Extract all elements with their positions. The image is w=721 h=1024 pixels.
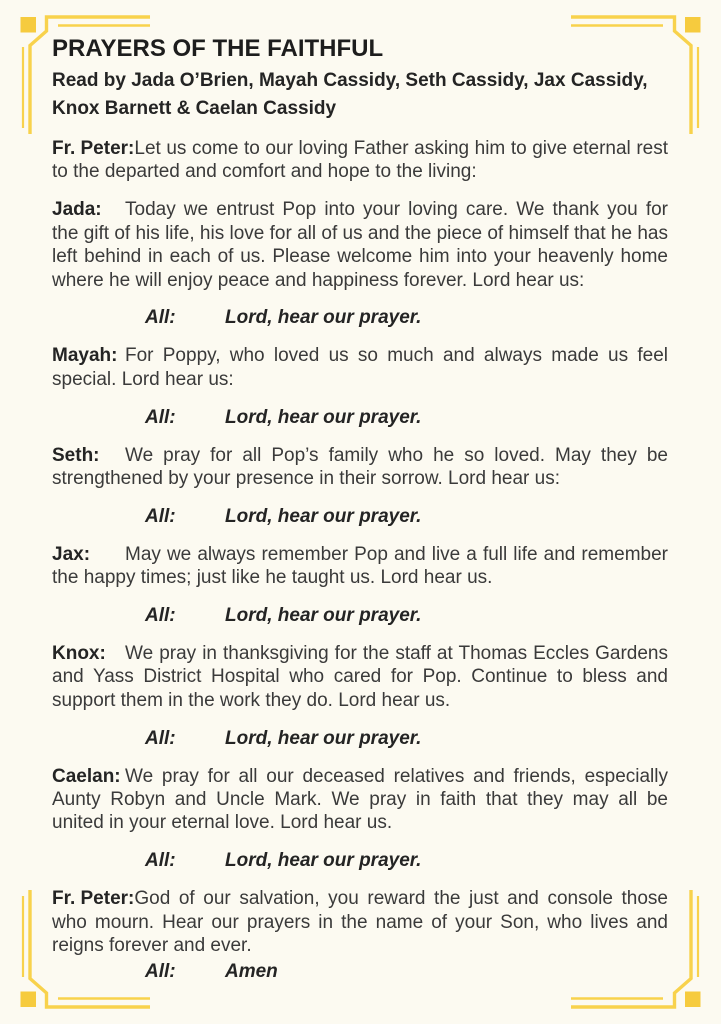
response-text: Lord, hear our prayer. (225, 307, 422, 329)
congregation-response (145, 727, 668, 750)
prayer-text: Today we entrust Pop into your loving care. We thank you for the gift of his life, his love for all of us and the piece of himself that he has left behind in each of us. Please welcome him into your heavenly home where he will enjoy peace and happiness forever. Lord hear us: (52, 199, 668, 291)
speaker-label: Fr. Peter: (52, 888, 135, 910)
prayer-paragraph-mayah (52, 344, 668, 391)
prayer-paragraph-caelan (52, 765, 668, 835)
all-label: All: (145, 505, 176, 527)
page-title: PRAYERS OF THE FAITHFUL (52, 35, 384, 62)
prayers-content (52, 30, 668, 998)
response-text: Lord, hear our prayer. (225, 605, 422, 627)
prayer-text: Let us come to our loving Father asking him to give eternal rest to the departed and comfort and hope to the living: (52, 138, 668, 183)
prayer-paragraph-knox (52, 642, 668, 712)
congregation-response (145, 306, 668, 329)
prayer-paragraph-fr-peter-opening (52, 137, 668, 184)
speaker-label: Mayah: (52, 345, 118, 367)
prayer-paragraph-jada (52, 198, 668, 292)
prayer-paragraph-fr-peter-closing (52, 887, 668, 957)
speaker-label: Jax: (52, 543, 91, 565)
all-label: All: (145, 727, 176, 749)
response-text: Amen (225, 960, 278, 982)
prayer-text: We pray in thanksgiving for the staff at Thomas Eccles Gardens and Yass District Hospital who cared for Pop. Continue to bless and support them in the work they do. Lord hear us. (52, 643, 668, 711)
response-text: Lord, hear our prayer. (225, 727, 422, 749)
all-label: All: (145, 960, 176, 982)
congregation-response (145, 406, 668, 429)
speaker-label: Jada: (52, 199, 102, 221)
speaker-label: Seth: (52, 444, 100, 466)
prayer-text: May we always remember Pop and live a full life and remember the happy times; just like he taught us. Lord hear us. (52, 543, 668, 589)
prayer-text: We pray for all our deceased relatives and friends, especially Aunty Robyn and Uncle Mark. We pray in faith that they may all be united in your eternal love. Lord hear us. (52, 765, 668, 834)
congregation-response-amen (145, 960, 668, 983)
congregation-response (145, 604, 668, 627)
prayer-text: We pray for all Pop’s family who he so loved. May they be strengthened by your presence in their sorrow. Lord hear us: (52, 444, 668, 489)
prayer-text: For Poppy, who loved us so much and always made us feel special. Lord hear us: (52, 345, 668, 390)
all-label: All: (145, 605, 176, 627)
speaker-label: Fr. Peter: (52, 138, 135, 159)
response-text: Lord, hear our prayer. (225, 505, 422, 527)
congregation-response (145, 849, 668, 872)
readers-subtitle: Read by Jada O’Brien, Mayah Cassidy, Seth Cassidy, Jax Cassidy, Knox Barnett & Caelan Cassidy (52, 70, 648, 119)
speaker-label: Knox: (52, 643, 106, 664)
speaker-label: Caelan: (52, 765, 121, 787)
all-label: All: (145, 406, 176, 428)
all-label: All: (145, 850, 176, 872)
prayer-text: God of our salvation, you reward the just and console those who mourn. Hear our prayers in the name of your Son, who lives and reigns forever and ever. (52, 888, 668, 957)
congregation-response (145, 505, 668, 528)
response-text: Lord, hear our prayer. (225, 850, 422, 872)
prayer-paragraph-jax (52, 543, 668, 590)
response-text: Lord, hear our prayer. (225, 406, 422, 428)
all-label: All: (145, 307, 176, 329)
prayer-paragraph-seth (52, 444, 668, 491)
